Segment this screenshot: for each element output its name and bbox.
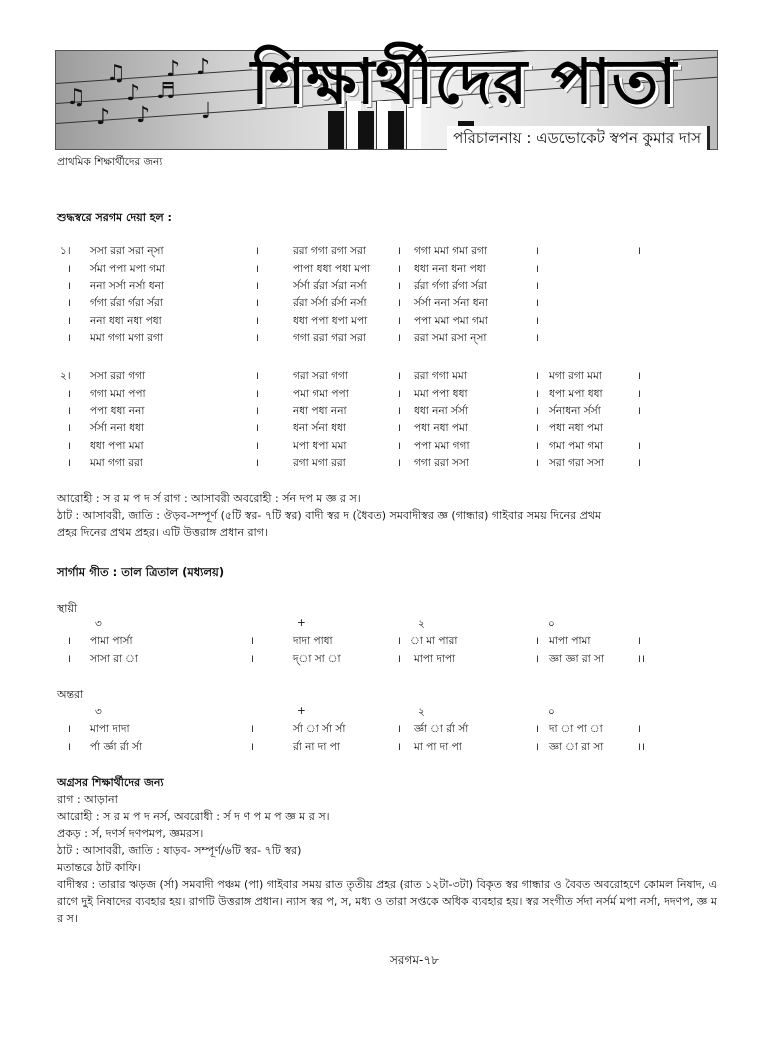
bar-separator: । — [255, 297, 259, 309]
bar-separator: । — [250, 723, 254, 735]
sthayi-label: স্থায়ী — [57, 602, 78, 615]
bar-separator: । — [67, 388, 71, 400]
sargam-cell: র্ররা র্সর্সা র্রর্সা নর্সা — [293, 297, 367, 309]
advanced-line: মতান্তরে ঠাট কাফি। — [57, 861, 141, 874]
bar-separator: । — [637, 457, 641, 469]
sargam-cell: দ্া সা া — [293, 653, 341, 665]
sargam-cell: র্রা না দা পা — [293, 741, 340, 753]
raga-info-line: ঠাট : আসাবরী, জাতি : ঔড়ব-সম্পূর্ণ (৫টি স্বর- ৭টি স্বর) বাদী স্বর দ (ধৈবত) সমবাদীস্বর জ্ঞ (গান্ধার) গাইবার সময় দিনের প্রথম — [57, 509, 602, 522]
bar-separator: । — [255, 315, 259, 327]
sthayi-row — [0, 652, 768, 669]
bar-separator: । — [67, 741, 71, 753]
exercise-row — [0, 439, 768, 456]
sargam-cell: র্পা র্জ্ঞা র্রা র্সা — [90, 741, 143, 753]
tal-mark: ২ — [418, 618, 425, 630]
header-banner — [55, 38, 718, 150]
sargam-cell: র্ররা র্গগা র্রগা র্সরা — [414, 280, 487, 292]
exercise-number: ১। — [60, 245, 71, 257]
exercise-row — [0, 387, 768, 404]
bar-separator: । — [535, 405, 539, 417]
tal-mark: ৩ — [95, 706, 102, 718]
sargam-cell: পপা মমা পমা গমা — [414, 315, 488, 327]
sargam-cell: গমা পমা গমা — [549, 440, 604, 452]
bar-separator: । — [535, 370, 539, 382]
page-title: শিক্ষার্থীদের পাতা — [251, 45, 678, 118]
sargam-cell: ধপা মপা ধধা — [549, 388, 603, 400]
bar-separator: । — [255, 422, 259, 434]
bar-separator: । — [535, 440, 539, 452]
bar-separator: । — [397, 405, 401, 417]
double-bar-separator: ।। — [637, 741, 645, 753]
bar-separator: । — [397, 653, 401, 665]
sargam-cell: মা পা দা পা — [414, 741, 462, 753]
bar-separator: । — [397, 370, 401, 382]
antara-row — [0, 722, 768, 739]
sargam-cell: জ্ঞা জ্ঞা রা সা — [549, 653, 605, 665]
bar-separator: । — [250, 741, 254, 753]
bar-separator: । — [397, 422, 401, 434]
bar-separator: । — [535, 653, 539, 665]
sargam-cell: ধধা ননা র্সর্সা — [414, 405, 468, 417]
tal-mark: ২ — [418, 706, 425, 718]
exercise-row — [0, 404, 768, 421]
bar-separator: । — [397, 388, 401, 400]
advanced-line: ঠাট : আসাবরী, জাতি : ষাড়ব- সম্পূর্ণ/৬টি স্বর- ৭টি স্বর) — [57, 844, 302, 857]
sargam-cell: ধধা ননা ধনা পধা — [414, 263, 486, 275]
music-note-icon: ♪ — [126, 81, 141, 106]
advanced-section — [57, 774, 717, 927]
tal-mark: ০ — [548, 706, 555, 718]
bar-separator: । — [397, 741, 401, 753]
sargam-cell: পমা গমা পপা — [293, 388, 349, 400]
bar-separator: । — [397, 635, 401, 647]
music-note-icon: ♪ — [136, 103, 151, 128]
raga-info-line: প্রহর দিনের প্রথম প্রহর। এটি উত্তরাঙ্গ প্রধান রাগ। — [57, 526, 268, 539]
sargam-cell: ননা ধধা নধা পধা — [90, 315, 162, 327]
tal-mark: ০ — [548, 618, 555, 630]
exercise-row — [0, 369, 768, 386]
sargam-cell: মগা রগা মমা — [549, 370, 602, 382]
bar-separator: । — [67, 297, 71, 309]
bar-separator: । — [255, 245, 259, 257]
bar-separator: । — [255, 332, 259, 344]
bar-separator: । — [67, 263, 71, 275]
bar-separator: । — [535, 635, 539, 647]
bar-separator: । — [397, 297, 401, 309]
sargam-cell: পপা মমা গগা — [414, 440, 470, 452]
music-note-icon: ♪ — [96, 105, 111, 130]
sargam-cell: ননা সর্সা নর্সা ধনা — [90, 280, 164, 292]
double-bar-separator: ।। — [637, 653, 645, 665]
bar-separator: । — [67, 332, 71, 344]
bar-separator: । — [637, 635, 641, 647]
antara-row — [0, 740, 768, 757]
bar-separator: । — [535, 422, 539, 434]
bar-separator: । — [255, 457, 259, 469]
sargam-cell: রগা মগা ররা — [293, 457, 346, 469]
sargam-cell: মপা ধপা মমা — [293, 440, 347, 452]
bar-separator: । — [535, 388, 539, 400]
sargam-cell: দাদা পাধা — [293, 635, 333, 647]
bar-separator: । — [637, 405, 641, 417]
bar-separator: । — [255, 440, 259, 452]
bar-separator: । — [67, 635, 71, 647]
bar-separator: । — [67, 422, 71, 434]
bar-separator: । — [535, 297, 539, 309]
exercise-intro: শুদ্ধস্বরে সরগম দেয়া হল : — [57, 211, 172, 224]
sargam-cell: পধা নধা পমা — [549, 422, 603, 434]
sargam-cell: সসা ররা সরা ন্‌সা — [90, 245, 164, 257]
advanced-line: প্রকড় : র্স, দণর্স দণপমপ, জ্ঞমরস। — [57, 827, 204, 840]
advanced-paragraph: বাদীস্বর : তারার ঋড়জ (র্সা) সমবাদী পঞ্চম (পা) গাইবার সময় রাত তৃতীয় প্রহর (রাত ১২টা-৩টা) বিকৃত স্বর গান্ধার ও বৈবত অবরোহণে কোমল নিষাদ, এ রাগে দুই নিষাদের ব্যবহার হয়। রাগটি উত্তরাঙ্গ প্রধান। ন্যাস স্বর প, স, মধ্য ও তারা সপ্তকে অধিক ব্যবহার হয়। স্বর সংগীত র্সদা নর্সর্ম মপা নর্সা, দদণপ, জ্ঞ ম র স। — [57, 878, 717, 925]
raga-info — [57, 490, 717, 541]
bar-separator: । — [255, 388, 259, 400]
advanced-line: আরোহী : স র ম প দ নর্স, অবরোধী : র্স দ ণ প ম প জ্ঞ ম র স। — [57, 810, 330, 823]
sargam-cell: মাপা পামা — [549, 635, 591, 647]
bar-separator: । — [397, 280, 401, 292]
music-note-icon: ♫ — [66, 85, 86, 110]
tal-mark: + — [297, 617, 306, 629]
bar-separator: । — [397, 245, 401, 257]
sargam-cell: পপা ধধা ননা — [90, 405, 145, 417]
sargam-cell: র্সর্সা ননা ধধা — [90, 422, 144, 434]
sargam-cell: মাপা দাপা — [414, 653, 456, 665]
page-number: সরগম-৭৮ — [390, 953, 439, 967]
tal-marks-row — [0, 705, 768, 722]
sargam-cell: র্সর্সা ননা র্সনা ধনা — [414, 297, 488, 309]
sargam-cell: ররা গগা রগা সরা — [293, 245, 366, 257]
sargam-cell: গরা সরা গগা — [293, 370, 348, 382]
section-heading-primary: প্রাথমিক শিক্ষার্থীদের জন্য — [57, 156, 163, 168]
sargam-cell: দা া পা া — [549, 723, 603, 735]
music-note-icon: ♩ — [201, 99, 212, 124]
sargam-cell: গগা মমা পপা — [90, 388, 146, 400]
bar-separator: । — [637, 388, 641, 400]
sargam-geet-heading: সার্গাম গীত : তাল ত্রিতাল (মধ্যলয়) — [57, 565, 225, 579]
exercise-row — [0, 456, 768, 473]
sargam-cell: গগা ররা গরা সরা — [293, 332, 366, 344]
sargam-cell: র্জ্ঞা া র্রা র্সা — [414, 723, 469, 735]
raga-info-line: আরোহী : স র ম প দ র্স রাগ : আসাবরী অবরোহী : র্সন দপ ম জ্ঞ র স। — [57, 492, 361, 505]
sargam-cell: সাসা রা া — [90, 653, 138, 665]
bar-separator: । — [397, 315, 401, 327]
sargam-cell: া মা পারা — [410, 635, 458, 647]
bar-separator: । — [535, 263, 539, 275]
sargam-cell: মমা গগা ররা — [90, 457, 143, 469]
bar-separator: । — [535, 245, 539, 257]
sargam-cell: মমা গগা মগা রগা — [90, 332, 163, 344]
bar-separator: । — [67, 653, 71, 665]
sargam-cell: জ্ঞা া রা সা — [549, 741, 604, 753]
bar-separator: । — [255, 370, 259, 382]
section-heading-advanced: অগ্রসর শিক্ষার্থীদের জন্য — [57, 776, 164, 789]
bar-separator: । — [535, 332, 539, 344]
exercise-row — [0, 244, 768, 261]
sargam-cell: গগা ররা সসা — [414, 457, 469, 469]
sargam-cell: ররা সমা রসা ন্‌সা — [414, 332, 487, 344]
sargam-cell: র্গগা র্ররা র্গরা র্সরা — [90, 297, 163, 309]
bar-separator: । — [637, 723, 641, 735]
sargam-cell: ধধা পপা মমা — [90, 440, 144, 452]
bar-separator: । — [637, 245, 641, 257]
tal-marks-row — [0, 617, 768, 634]
exercise-row — [0, 314, 768, 331]
bar-separator: । — [535, 457, 539, 469]
sargam-cell: ধধা পপা ধপা মপা — [293, 315, 368, 327]
sargam-cell: র্সনাধনা র্সর্সা — [549, 405, 601, 417]
bar-separator: । — [397, 332, 401, 344]
sargam-cell: ধনা র্সনা ধধা — [293, 422, 346, 434]
sargam-cell: মাপা দাদা — [90, 723, 130, 735]
bar-separator: । — [535, 723, 539, 735]
bar-separator: । — [397, 723, 401, 735]
bar-separator: । — [637, 440, 641, 452]
bar-separator: । — [250, 635, 254, 647]
bar-separator: । — [67, 440, 71, 452]
bar-separator: । — [67, 280, 71, 292]
sargam-cell: সসা ররা গগা — [90, 370, 145, 382]
bar-separator: । — [255, 263, 259, 275]
banner-subtitle: পরিচালনায় : এডভোকেট স্বপন কুমার দাস — [447, 126, 710, 150]
tal-mark: + — [297, 705, 306, 717]
sargam-cell: সরা গরা সসা — [549, 457, 605, 469]
music-note-icon: ♫ — [106, 61, 126, 86]
bar-separator: । — [535, 280, 539, 292]
exercise-row — [0, 331, 768, 348]
exercise-row — [0, 421, 768, 438]
sargam-cell: ররা গগা মমা — [414, 370, 467, 382]
bar-separator: । — [255, 405, 259, 417]
tal-mark: ৩ — [95, 618, 102, 630]
bar-separator: । — [255, 280, 259, 292]
bar-separator: । — [67, 723, 71, 735]
bar-separator: । — [67, 457, 71, 469]
bar-separator: । — [535, 741, 539, 753]
sargam-cell: নধা পধা ননা — [293, 405, 347, 417]
sargam-cell: গগা মমা গমা রগা — [414, 245, 487, 257]
music-note-icon: ♪ — [166, 57, 181, 82]
exercise-number: ২। — [60, 370, 71, 382]
sthayi-row — [0, 634, 768, 651]
bar-separator: । — [250, 653, 254, 665]
bar-separator: । — [67, 405, 71, 417]
sargam-cell: মমা পপা ধধা — [414, 388, 468, 400]
music-note-icon: ♪ — [196, 55, 211, 80]
exercise-row — [0, 262, 768, 279]
music-note-icon: ♬ — [156, 79, 176, 104]
advanced-line: রাগ : আড়ানা — [57, 793, 118, 806]
exercise-row — [0, 279, 768, 296]
sargam-cell: পধা নধা পমা — [414, 422, 468, 434]
bar-separator: । — [397, 263, 401, 275]
sargam-cell: পাপা ধধা পধা মপা — [293, 263, 371, 275]
bar-separator: । — [67, 315, 71, 327]
bar-separator: । — [637, 370, 641, 382]
bar-separator: । — [397, 440, 401, 452]
bar-separator: । — [397, 457, 401, 469]
bar-separator: । — [535, 315, 539, 327]
sargam-cell: র্সমা পপা মপা গমা — [90, 263, 165, 275]
exercise-row — [0, 296, 768, 313]
antara-label: অন্তরা — [57, 688, 84, 701]
sargam-cell: র্সা া র্সা র্সা — [293, 723, 346, 735]
sargam-cell: র্সর্সা র্ররা র্সরা নর্সা — [293, 280, 367, 292]
sargam-cell: পামা পার্সা — [90, 635, 133, 647]
